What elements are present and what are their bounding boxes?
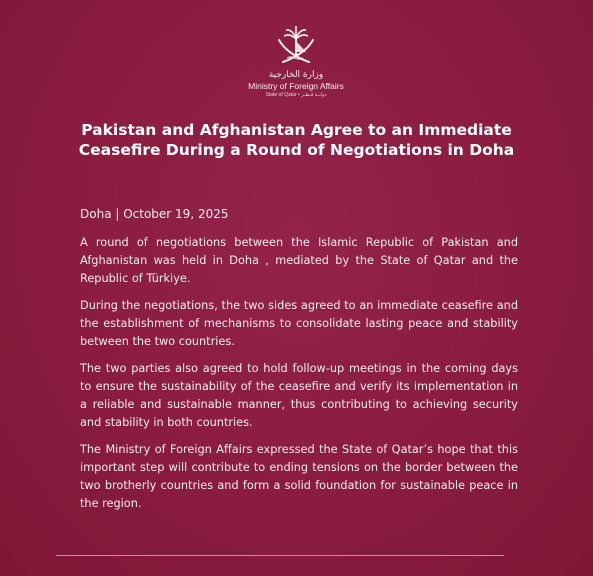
ministry-logo	[226, 22, 366, 99]
dateline: Doha | October 19, 2025	[80, 207, 229, 221]
press-release-body	[80, 234, 518, 522]
paragraph: A round of negotiations between the Islamic Republic of Pakistan and Afghanistan was held in Doha , mediated by the State of Qatar and the Republic of Türkiye.	[80, 236, 518, 285]
ministry-name-english: Ministry of Foreign Affairs	[248, 81, 344, 91]
press-release-title: Pakistan and Afghanistan Agree to an Immediate Ceasefire During a Round of Negotiations in Doha	[78, 121, 515, 159]
footer-divider	[56, 555, 504, 556]
paragraph: The two parties also agreed to hold follow-up meetings in the coming days to ensure the sustainability of the ceasefire and verify its implementation in a reliable and sustainable manner, thus contributing to achieving security and stability in both countries.	[80, 362, 518, 429]
paragraph: The Ministry of Foreign Affairs expressed the State of Qatar’s hope that this important step will contribute to ending tensions on the border between the two brotherly countries and form a solid foundation for sustainable peace in the region.	[80, 443, 518, 510]
qatar-emblem-icon	[273, 22, 319, 66]
ministry-subtitle: State of Qatar • دولــة قـطـر	[265, 92, 327, 98]
ministry-name-arabic: وزارة الخارجية	[268, 70, 324, 80]
paragraph: During the negotiations, the two sides agreed to an immediate ceasefire and the establishment of mechanisms to consolidate lasting peace and stability between the two countries.	[80, 299, 518, 348]
